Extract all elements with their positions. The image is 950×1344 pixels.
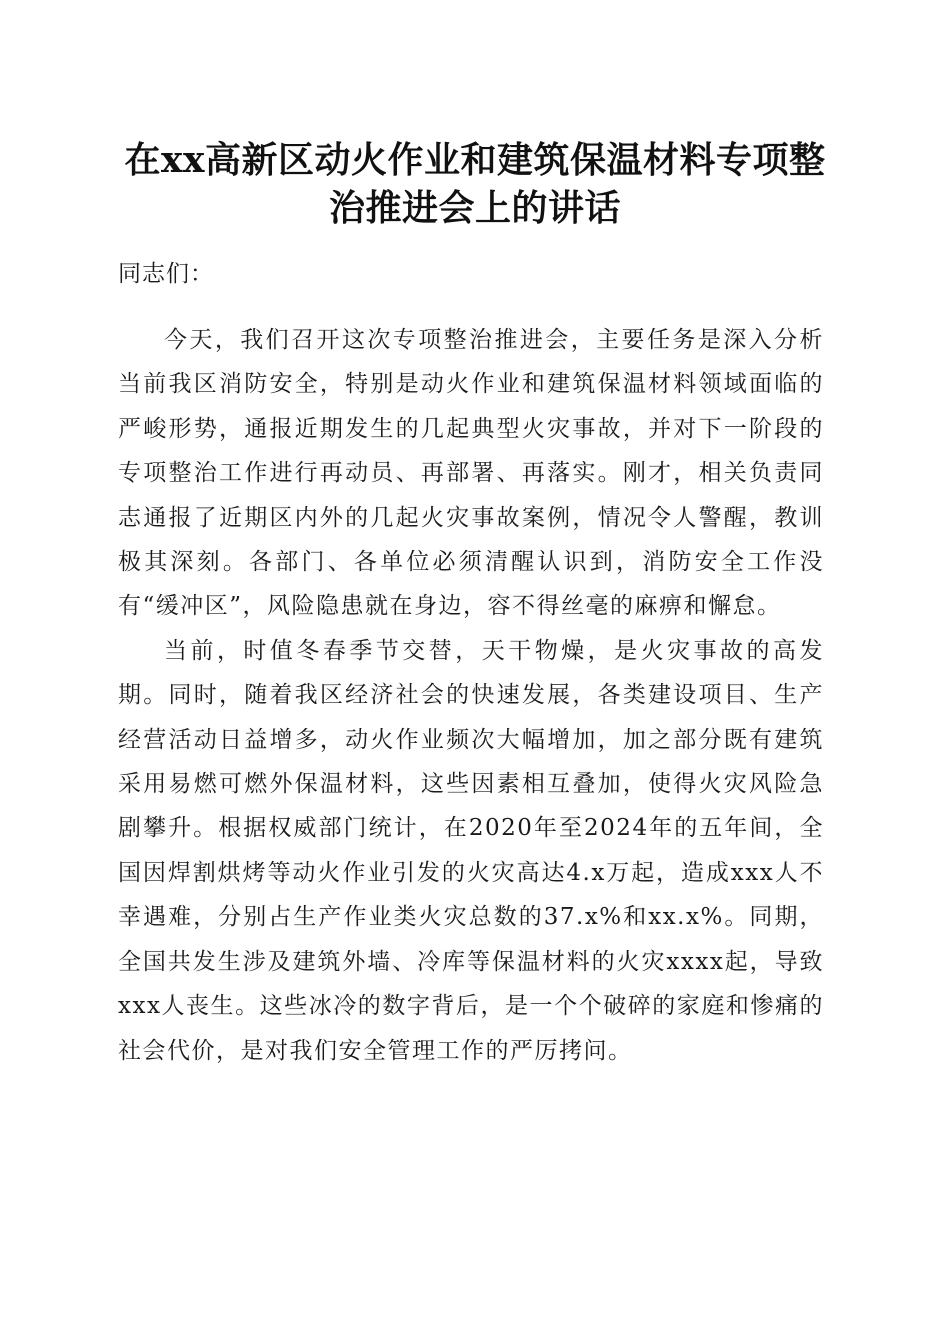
document-body bbox=[118, 318, 824, 1073]
paragraph-2: 当前，时值冬春季节交替，天干物燥，是火灾事故的高发期。同时，随着我区经济社会的快速发展，各类建设项目、生产经营活动日益增多，动火作业频次大幅增加，加之部分既有建筑采用易燃可燃外保温材料，这些因素相互叠加，使得火灾风险急剧攀升。根据权威部门统计，在2020年至2024年的五年间，全国因焊割烘烤等动火作业引发的火灾高达4.x万起，造成xxx人不幸遇难，分别占生产作业类火灾总数的37.x%和xx.x%。同期，全国共发生涉及建筑外墙、冷库等保温材料的火灾xxxx起，导致xxx人丧生。这些冰冷的数字背后，是一个个破碎的家庭和惨痛的社会代价，是对我们安全管理工作的严厉拷问。 bbox=[118, 637, 824, 1064]
document-title: 在xx高新区动火作业和建筑保温材料专项整治推进会上的讲话 bbox=[124, 139, 826, 229]
paragraph-1: 今天，我们召开这次专项整治推进会，主要任务是深入分析当前我区消防安全，特别是动火作业和建筑保温材料领域面临的严峻形势，通报近期发生的几起典型火灾事故，并对下一阶段的专项整治工作进行再动员、再部署、再落实。刚才，相关负责同志通报了近期区内外的几起火灾事故案例，情况令人警醒，教训极其深刻。各部门、各单位必须清醒认识到，消防安全工作没有“缓冲区”，风险隐患就在身边，容不得丝毫的麻痹和懈怠。 bbox=[118, 327, 824, 620]
salutation: 同志们： bbox=[118, 261, 214, 287]
